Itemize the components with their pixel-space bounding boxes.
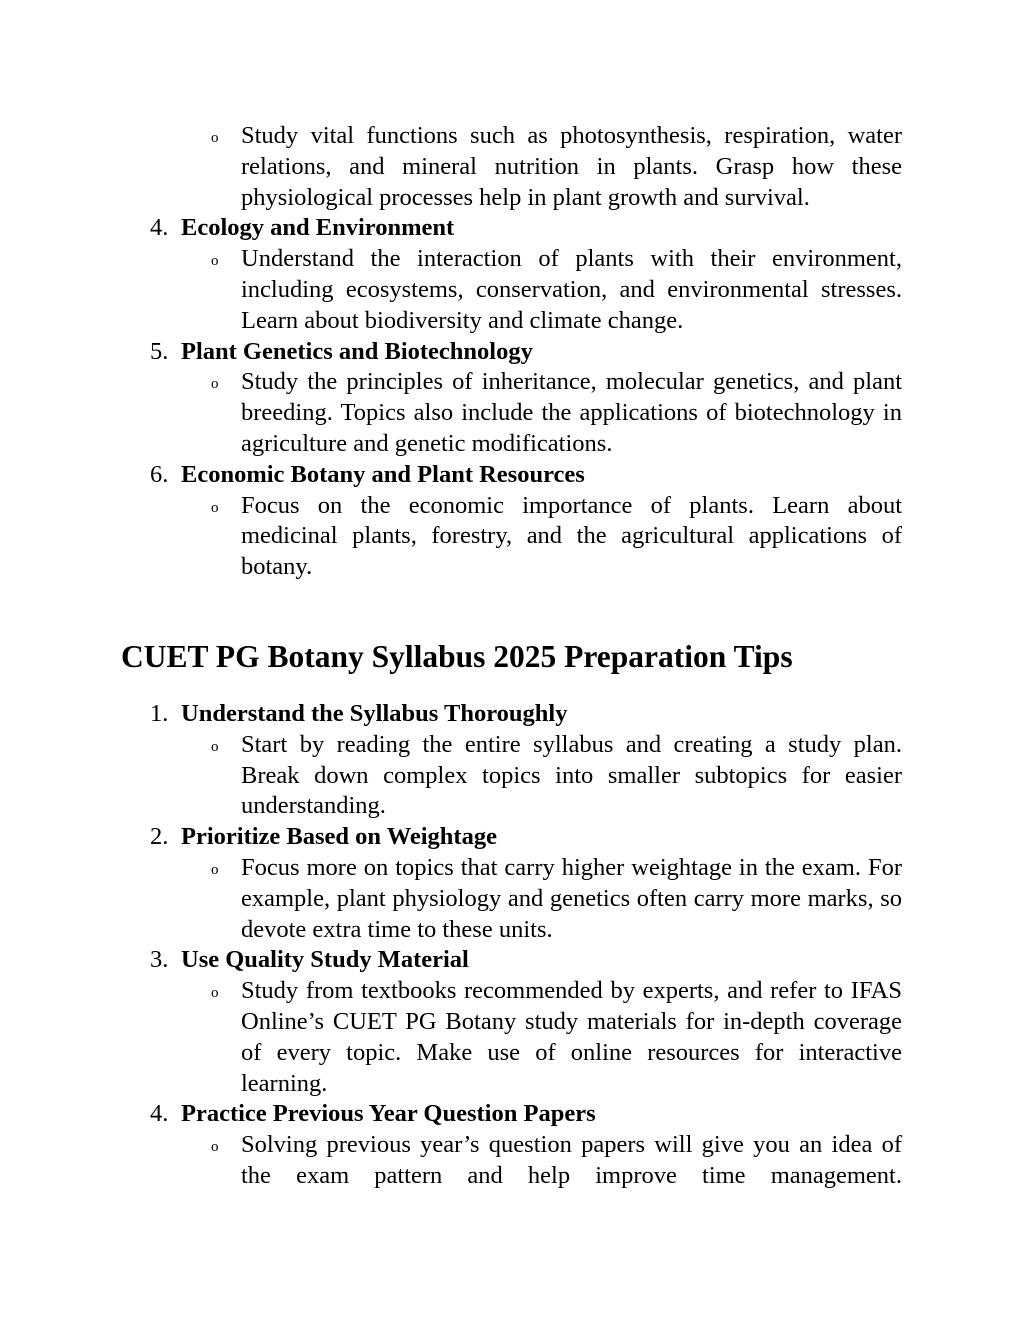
- sub-bullet-item: [0, 976, 902, 1099]
- sub-bullet-item: [0, 1130, 902, 1192]
- sub-bullet-item: [0, 491, 902, 583]
- bullet-marker: o: [211, 253, 219, 270]
- bullet-text: Study vital functions such as photosynthesis, respiration, water relations, and mineral nutrition in plants. Grasp how these physiological processes help in plant growth and survival.: [241, 122, 902, 211]
- bullet-marker: o: [211, 1139, 219, 1156]
- list-item-heading: [0, 699, 1024, 730]
- bullet-marker: o: [211, 985, 219, 1002]
- item-number: 5.: [150, 337, 169, 365]
- item-title: Economic Botany and Plant Resources: [181, 460, 585, 488]
- bullet-marker: o: [211, 130, 219, 146]
- sub-bullet-item: [0, 121, 902, 213]
- bullet-text: Focus on the economic importance of plants. Learn about medicinal plants, forestry, and the agricultural applications of botany.: [241, 491, 902, 581]
- bullet-text: Solving previous year’s question papers will give you an idea of the exam pattern and help improve time management.: [241, 1131, 902, 1189]
- item-title: Understand the Syllabus Thoroughly: [181, 700, 568, 727]
- item-title: Use Quality Study Material: [181, 946, 469, 974]
- bullet-text: Start by reading the entire syllabus and creating a study plan. Break down complex topics into smaller subtopics for easier understanding.: [241, 730, 902, 820]
- bullet-marker: o: [211, 376, 219, 393]
- bullet-marker: o: [211, 499, 219, 516]
- item-number: 3.: [150, 946, 169, 974]
- bullet-text: Focus more on topics that carry higher weightage in the exam. For example, plant physiology and genetics often carry more marks, so devote extra time to these units.: [241, 853, 902, 943]
- section-heading: CUET PG Botany Syllabus 2025 Preparation Tips: [121, 639, 793, 674]
- sub-bullet-item: [0, 730, 902, 822]
- bullet-marker: o: [211, 738, 219, 755]
- item-title: Plant Genetics and Biotechnology: [181, 337, 533, 365]
- list-item-heading: [0, 337, 1024, 368]
- list-item-heading: [0, 945, 1024, 976]
- syllabus-units-list: [0, 121, 1024, 583]
- preparation-tips-list: [0, 699, 1024, 1192]
- item-number: 1.: [150, 700, 169, 727]
- list-item-heading: [0, 213, 1024, 244]
- sub-bullet-item: [0, 853, 902, 945]
- bullet-text: Study from textbooks recommended by experts, and refer to IFAS Online’s CUET PG Botany study materials for in-depth coverage of every topic. Make use of online resources for interactive learning.: [241, 977, 902, 1097]
- bullet-marker: o: [211, 861, 219, 878]
- list-item-heading: [0, 1099, 1024, 1130]
- item-number: 6.: [150, 460, 169, 488]
- list-item-heading: [0, 460, 1024, 491]
- item-number: 2.: [150, 823, 169, 851]
- sub-bullet-item: [0, 367, 902, 459]
- sub-bullet-item: [0, 244, 902, 336]
- item-number: 4.: [150, 214, 169, 242]
- item-title: Prioritize Based on Weightage: [181, 823, 497, 851]
- item-title: Practice Previous Year Question Papers: [181, 1100, 596, 1128]
- list-item-heading: [0, 822, 1024, 853]
- bullet-text: Study the principles of inheritance, molecular genetics, and plant breeding. Topics also include the applications of biotechnology in agriculture and genetic modifications.: [241, 368, 902, 457]
- bullet-text: Understand the interaction of plants with their environment, including ecosystems, conservation, and environmental stresses. Learn about biodiversity and climate change.: [241, 245, 902, 334]
- item-title: Ecology and Environment: [181, 214, 455, 242]
- item-number: 4.: [150, 1100, 169, 1128]
